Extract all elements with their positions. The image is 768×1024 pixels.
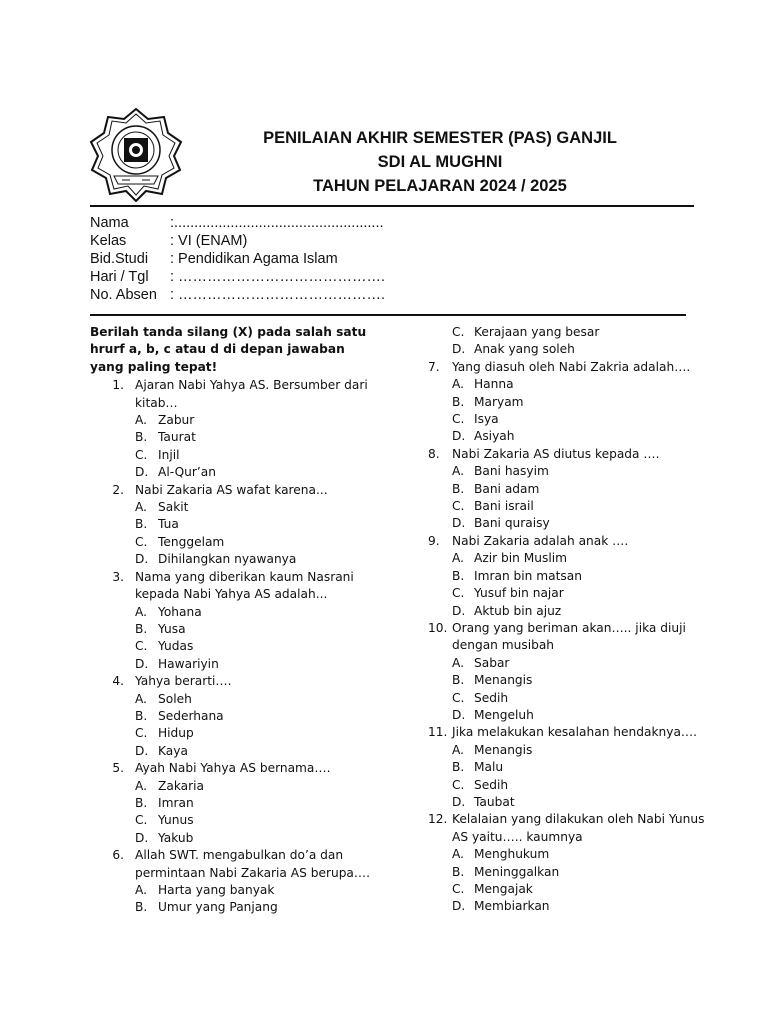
question-number: 3. <box>112 569 124 584</box>
option-text: Hidup <box>158 726 194 741</box>
info-label: Hari / Tgl <box>90 269 149 285</box>
option-text: Menangis <box>474 673 533 688</box>
option-letter: B. <box>135 517 148 532</box>
option <box>428 394 718 411</box>
option-text: Mengeluh <box>474 707 534 722</box>
info-value: : ……………………………………. <box>170 287 386 303</box>
option-letter: D. <box>135 465 149 480</box>
option-letter: B. <box>452 760 465 775</box>
option-letter: A. <box>135 883 147 897</box>
info-label: Kelas <box>90 233 127 249</box>
option-letter: C. <box>452 690 465 705</box>
info-divider <box>90 314 686 316</box>
option <box>428 515 718 532</box>
option-text: Bani hasyim <box>474 464 549 479</box>
option-text: Sedih <box>474 777 509 792</box>
option <box>90 534 380 551</box>
option <box>428 898 718 915</box>
option-text: Meninggalkan <box>474 864 560 879</box>
option <box>90 725 380 742</box>
option <box>90 621 380 638</box>
option-text: Mengajak <box>474 882 533 896</box>
option-letter: D. <box>135 743 149 758</box>
option-text: Malu <box>474 760 504 775</box>
option <box>90 499 380 516</box>
option <box>90 691 380 708</box>
option-text: Imran <box>158 795 194 810</box>
option-text: Al-Qur’an <box>158 465 216 480</box>
option-text: Isya <box>474 412 499 427</box>
option <box>90 516 380 533</box>
option-text: Yakub <box>158 830 194 845</box>
questions-column-right <box>428 324 718 916</box>
option <box>428 463 718 480</box>
option-letter: B. <box>135 430 148 445</box>
option-text: Sabar <box>474 655 510 670</box>
option-letter: D. <box>452 794 466 809</box>
option-letter: D. <box>452 603 466 618</box>
option-text: Yunus <box>158 813 194 828</box>
question-number: 1. <box>112 378 124 393</box>
option <box>428 794 718 811</box>
option-text: Soleh <box>158 691 192 706</box>
option <box>90 708 380 725</box>
option-text: Zakaria <box>158 778 204 793</box>
option-text: Sederhana <box>158 708 224 723</box>
option-text: Aktub bin ajuz <box>474 603 562 618</box>
question-number: 5. <box>112 761 124 776</box>
option <box>90 656 380 673</box>
option-letter: A. <box>452 377 464 392</box>
option <box>90 743 380 760</box>
option-letter: B. <box>135 900 148 915</box>
info-value: : VI (ENAM) <box>170 233 248 249</box>
question-1 <box>90 377 380 412</box>
option-letter: D. <box>135 830 149 845</box>
option-text: Menangis <box>474 742 533 757</box>
option-letter: C. <box>135 813 148 828</box>
option-text: Yohana <box>158 604 202 619</box>
option-letter: B. <box>452 481 465 496</box>
question-5 <box>90 760 380 777</box>
option-letter: C. <box>452 412 465 427</box>
question-number: 10. <box>428 620 448 635</box>
question-11 <box>428 724 718 741</box>
option-letter: C. <box>452 777 465 792</box>
option-text: Tenggelam <box>158 534 225 549</box>
option <box>90 795 380 812</box>
option <box>428 376 718 393</box>
option-letter: D. <box>135 656 149 671</box>
option-text: Bani adam <box>474 481 540 496</box>
option <box>428 672 718 689</box>
question-number: 6. <box>112 848 124 863</box>
option-letter: A. <box>135 413 147 428</box>
option <box>428 568 718 585</box>
option-letter: A. <box>135 778 147 793</box>
option-letter: D. <box>452 516 466 531</box>
option <box>428 341 718 358</box>
option-text: Sakit <box>158 500 189 515</box>
option-letter: A. <box>452 551 464 566</box>
option <box>428 759 718 776</box>
option-text: Taubat <box>474 794 515 809</box>
question-number: 11. <box>428 725 448 740</box>
option <box>90 638 380 655</box>
option-letter: C. <box>135 726 148 741</box>
option <box>428 411 718 428</box>
question-text: Nabi Zakaria AS diutus kepada …. <box>452 446 660 461</box>
option-letter: A. <box>135 604 147 619</box>
option <box>428 481 718 498</box>
academic-year: TAHUN PELAJARAN 2024 / 2025 <box>313 177 567 195</box>
option-text: Asiyah <box>474 429 515 444</box>
option-letter: C. <box>452 499 465 514</box>
option-letter: A. <box>135 500 147 515</box>
question-text: Allah SWT. mengabulkan do’a dan permintaan Nabi Zakaria AS berupa…. <box>135 848 370 880</box>
info-value: : Pendidikan Agama Islam <box>170 251 338 267</box>
option <box>428 603 718 620</box>
questions-column-left <box>90 324 380 917</box>
option <box>90 882 380 899</box>
question-text: Kelalaian yang dilakukan oleh Nabi Yunus AS yaitu….. kaumnya <box>452 812 705 844</box>
option <box>428 428 718 445</box>
option-letter: C. <box>135 447 148 462</box>
question-text: Orang yang beriman akan….. jika diuji dengan musibah <box>452 620 686 653</box>
option-text: Bani israil <box>474 499 534 514</box>
question-8 <box>428 446 718 463</box>
option <box>428 585 718 602</box>
option <box>428 864 718 881</box>
option-letter: A. <box>452 655 464 670</box>
question-text: Jika melakukan kesalahan hendaknya…. <box>452 725 697 740</box>
option-letter: D. <box>452 429 466 444</box>
option-letter: C. <box>452 325 465 339</box>
question-6 <box>90 847 380 882</box>
option-letter: C. <box>452 586 465 601</box>
option-letter: B. <box>452 864 465 879</box>
option <box>90 429 380 446</box>
option-text: Yusuf bin najar <box>474 586 564 601</box>
question-text: Nabi Zakaria AS wafat karena... <box>135 482 328 497</box>
option-text: Injil <box>158 447 180 462</box>
question-10 <box>428 620 718 655</box>
option-text: Kerajaan yang besar <box>474 325 600 339</box>
info-value: : ……………………………………. <box>170 269 386 285</box>
question-12 <box>428 811 718 846</box>
option-text: Umur yang Panjang <box>158 900 278 915</box>
question-text: Yahya berarti…. <box>135 674 232 689</box>
option-letter: D. <box>452 342 466 357</box>
option-text: Harta yang banyak <box>158 883 275 897</box>
question-9 <box>428 533 718 550</box>
question-number: 8. <box>428 446 440 461</box>
option-text: Zabur <box>158 413 195 428</box>
option <box>428 742 718 759</box>
info-label: Nama <box>90 215 129 231</box>
option <box>428 707 718 724</box>
option-text: Imran bin matsan <box>474 568 582 583</box>
option-text: Bani quraisy <box>474 516 550 531</box>
school-name: SDI AL MUGHNI <box>377 153 503 171</box>
option-letter: B. <box>135 795 148 810</box>
option <box>90 464 380 481</box>
option-text: Anak yang soleh <box>474 342 575 357</box>
option <box>428 498 718 515</box>
option <box>90 604 380 621</box>
exam-title: PENILAIAN AKHIR SEMESTER (PAS) GANJIL <box>263 129 617 147</box>
option-text: Menghukum <box>474 847 550 862</box>
option-letter: B. <box>452 673 465 688</box>
question-text: Yang diasuh oleh Nabi Zakria adalah…. <box>452 359 691 374</box>
option-letter: C. <box>135 639 148 654</box>
question-4 <box>90 673 380 690</box>
question-text: Nama yang diberikan kaum Nasrani kepada Nabi Yahya AS adalah... <box>135 569 354 602</box>
option-letter: A. <box>452 464 464 479</box>
question-number: 12. <box>428 812 448 827</box>
question-number: 7. <box>428 359 440 374</box>
option-text: Hawariyin <box>158 656 219 671</box>
option <box>90 899 380 916</box>
option-letter: A. <box>452 742 464 757</box>
info-label: Bid.Studi <box>90 251 149 267</box>
option-letter: A. <box>135 691 147 706</box>
option-letter: C. <box>135 534 148 549</box>
option-text: Dihilangkan nyawanya <box>158 552 297 567</box>
option <box>90 830 380 847</box>
option-letter: B. <box>452 568 465 583</box>
option <box>90 551 380 568</box>
header-divider <box>90 205 694 207</box>
option-text: Yusa <box>158 621 186 636</box>
option-letter: D. <box>452 899 466 914</box>
question-number: 9. <box>428 533 440 548</box>
option-letter: C. <box>452 882 465 896</box>
option-letter: A. <box>452 847 464 862</box>
option <box>90 447 380 464</box>
option-text: Azir bin Muslim <box>474 551 567 566</box>
question-text: Ajaran Nabi Yahya AS. Bersumber dari kitab… <box>135 378 368 410</box>
option <box>428 655 718 672</box>
option-text: Yudas <box>158 639 194 654</box>
option <box>428 690 718 707</box>
option <box>428 777 718 794</box>
question-7 <box>428 359 718 376</box>
option-text: Kaya <box>158 743 188 758</box>
option-letter: D. <box>135 552 149 567</box>
instructions: Berilah tanda silang (X) pada salah satu hrurf a, b, c atau d di depan jawaban yang paling tepat! <box>90 325 367 374</box>
info-value: :.................................................... <box>170 215 384 231</box>
option-letter: B. <box>135 621 148 636</box>
question-number: 4. <box>112 674 124 689</box>
question-2 <box>90 482 380 499</box>
option-text: Hanna <box>474 377 514 392</box>
option-text: Tua <box>158 517 179 532</box>
option <box>428 324 718 341</box>
option <box>428 846 718 863</box>
option <box>90 778 380 795</box>
option <box>428 881 718 898</box>
question-text: Ayah Nabi Yahya AS bernama…. <box>135 761 331 776</box>
option-letter: D. <box>452 707 466 722</box>
question-text: Nabi Zakaria adalah anak …. <box>452 533 629 548</box>
question-3 <box>90 569 380 604</box>
option-text: Taurat <box>158 430 196 445</box>
option-letter: B. <box>135 708 148 723</box>
option <box>428 550 718 567</box>
question-number: 2. <box>112 482 124 497</box>
option <box>90 412 380 429</box>
option-text: Membiarkan <box>474 899 550 914</box>
option-text: Sedih <box>474 690 509 705</box>
info-label: No. Absen <box>90 287 157 303</box>
option <box>90 812 380 829</box>
school-logo <box>88 106 184 202</box>
option-letter: B. <box>452 394 465 409</box>
option-text: Maryam <box>474 394 524 409</box>
